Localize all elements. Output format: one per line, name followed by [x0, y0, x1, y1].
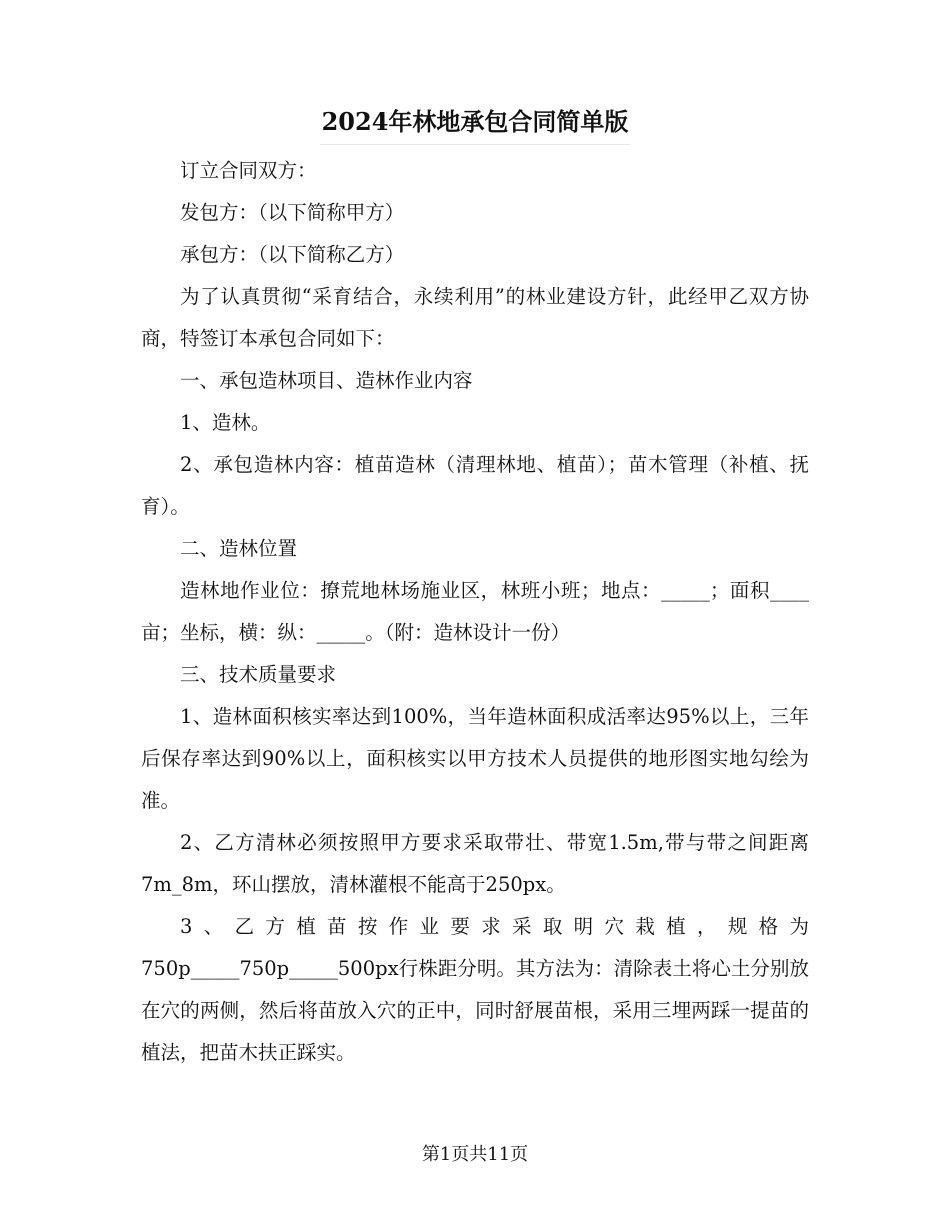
document-body [141, 150, 809, 1074]
clause-3-2: 2、乙方清林必须按照甲方要求采取带壮、带宽1.5m,带与带之间距离7m_8m，环山摆放，清林灌根不能高于250px。 [141, 831, 809, 896]
clause-3-3: 3、乙方植苗按作业要求采取明穴栽植，规格为750p_____750p_____500px行株距分明。其方法为：清除表土将心土分别放在穴的两侧，然后将苗放入穴的正中，同时舒展苗根，采用三埋两踩一提苗的植法，把苗木扶正踩实。 [141, 915, 809, 1064]
paragraph-party-b: 承包方：（以下简称乙方） [180, 243, 405, 266]
section-heading-1: 一、承包造林项目、造林作业内容 [180, 369, 473, 392]
clause-1-1: 1、造林。 [180, 411, 271, 434]
clause-2-location: 造林地作业位：撩荒地林场施业区，林班小班；地点：_____；面积____亩；坐标，横：纵：_____。（附：造林设计一份） [141, 579, 809, 644]
paragraph-parties-heading: 订立合同双方： [180, 159, 317, 182]
document-title [0, 102, 950, 145]
document-title-text: 2024年林地承包合同简单版 [320, 102, 631, 145]
clause-3-1: 1、造林面积核实率达到100%，当年造林面积成活率达95%以上，三年后保存率达到90%以上，面积核实以甲方技术人员提供的地形图实地勾绘为准。 [141, 705, 809, 812]
section-heading-3: 三、技术质量要求 [180, 663, 337, 686]
clause-1-2: 2、承包造林内容：植苗造林（清理林地、植苗）；苗木管理（补植、抚育）。 [141, 453, 809, 518]
paragraph-preamble: 为了认真贯彻“采育结合，永续利用”的林业建设方针，此经甲乙双方协商，特签订本承包合同如下： [141, 285, 809, 350]
section-heading-2: 二、造林位置 [180, 537, 298, 560]
paragraph-party-a: 发包方：（以下简称甲方） [180, 201, 405, 224]
page-number: 第1页共11页 [421, 1144, 529, 1165]
